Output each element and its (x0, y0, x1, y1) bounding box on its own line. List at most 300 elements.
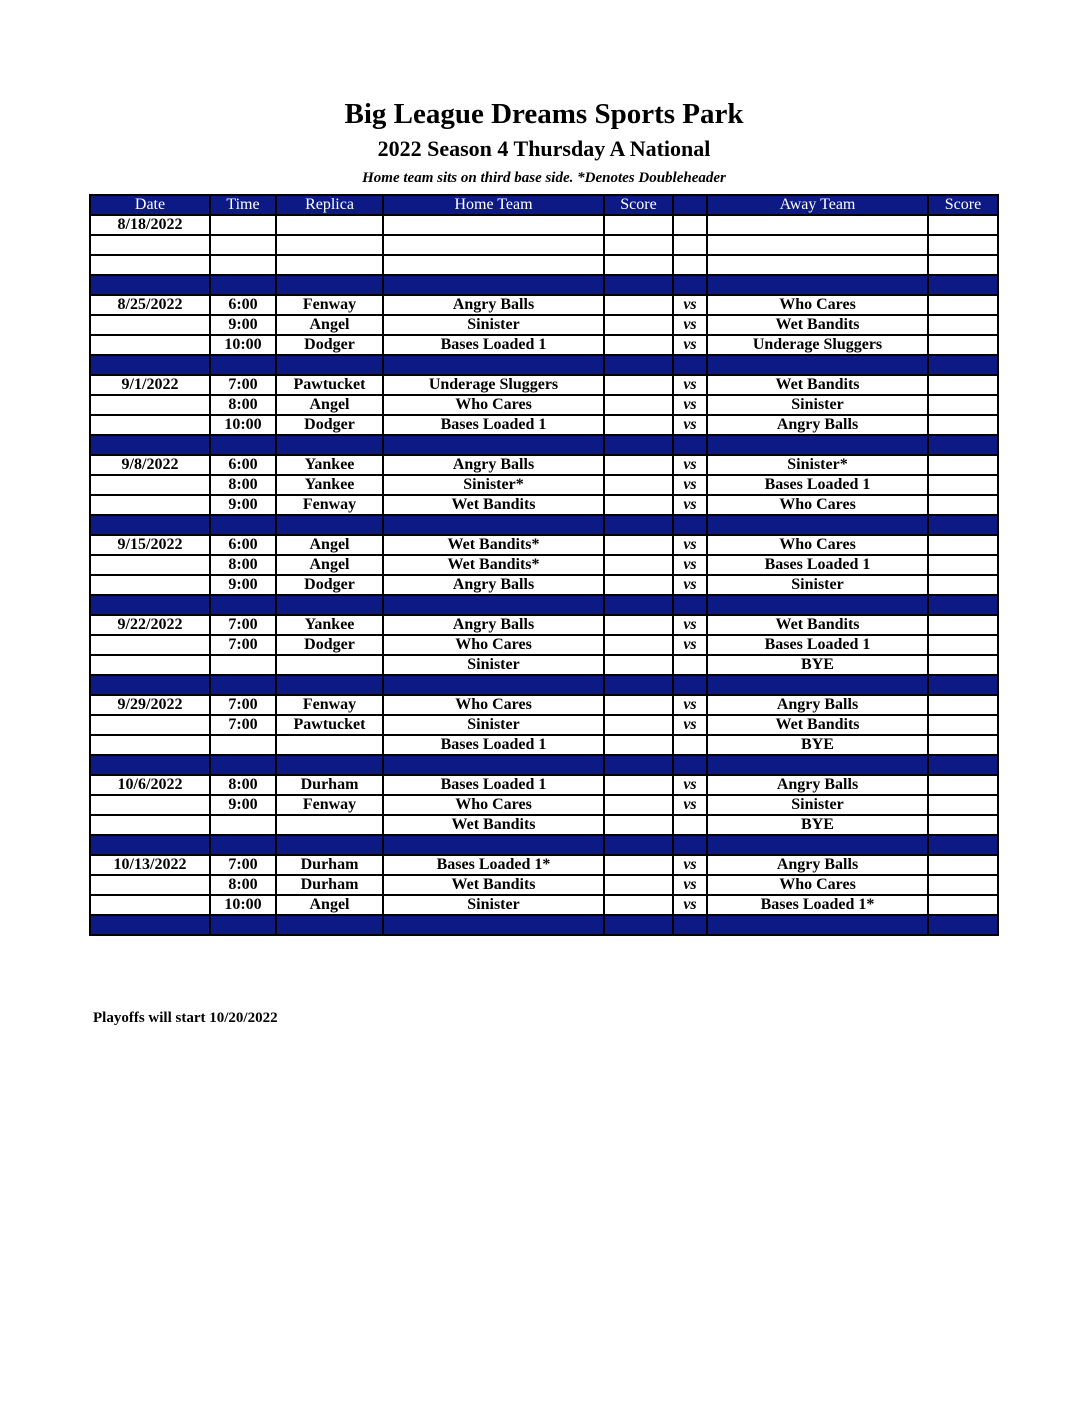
cell-date: 10/6/2022 (90, 775, 210, 795)
separator-cell (210, 675, 276, 695)
separator-cell (673, 435, 707, 455)
separator-cell (928, 515, 998, 535)
cell-home-team: Sinister (383, 655, 604, 675)
cell-vs: vs (673, 555, 707, 575)
cell-away-team: Underage Sluggers (707, 335, 928, 355)
cell-away-score (928, 375, 998, 395)
cell-replica: Durham (276, 875, 383, 895)
week-separator-row (90, 275, 998, 295)
week-separator-row (90, 435, 998, 455)
separator-cell (90, 275, 210, 295)
cell-away-team: Bases Loaded 1 (707, 555, 928, 575)
cell-away-score (928, 575, 998, 595)
col-header-time: Time (210, 195, 276, 215)
cell-home-team: Sinister* (383, 475, 604, 495)
cell-away-team: Sinister (707, 575, 928, 595)
cell-away-score (928, 815, 998, 835)
cell-home-score (604, 715, 673, 735)
separator-cell (604, 515, 673, 535)
separator-cell (928, 915, 998, 935)
cell-vs (673, 815, 707, 835)
cell-home-team: Who Cares (383, 695, 604, 715)
cell-vs: vs (673, 335, 707, 355)
table-row (90, 315, 998, 335)
separator-cell (673, 515, 707, 535)
cell-away-team: Wet Bandits (707, 715, 928, 735)
cell-away-team: Angry Balls (707, 775, 928, 795)
cell-home-team: Angry Balls (383, 615, 604, 635)
cell-away-team: Angry Balls (707, 415, 928, 435)
cell-time (210, 815, 276, 835)
cell-away-score (928, 215, 998, 235)
week-separator-row (90, 675, 998, 695)
table-row (90, 815, 998, 835)
cell-away-score (928, 795, 998, 815)
cell-home-team: Angry Balls (383, 575, 604, 595)
cell-time: 9:00 (210, 495, 276, 515)
cell-home-score (604, 655, 673, 675)
cell-away-score (928, 875, 998, 895)
cell-home-score (604, 615, 673, 635)
cell-replica: Angel (276, 895, 383, 915)
separator-cell (928, 355, 998, 375)
cell-home-team: Bases Loaded 1 (383, 335, 604, 355)
cell-date: 9/15/2022 (90, 535, 210, 555)
cell-away-team: Wet Bandits (707, 375, 928, 395)
table-row (90, 335, 998, 355)
col-header-date: Date (90, 195, 210, 215)
table-row (90, 655, 998, 675)
col-header-away-team: Away Team (707, 195, 928, 215)
table-row (90, 535, 998, 555)
table-row (90, 215, 998, 235)
separator-cell (210, 515, 276, 535)
separator-cell (383, 835, 604, 855)
cell-time: 8:00 (210, 875, 276, 895)
cell-date (90, 395, 210, 415)
table-row (90, 715, 998, 735)
table-row (90, 475, 998, 495)
table-header-row (90, 195, 998, 215)
separator-cell (383, 675, 604, 695)
separator-cell (673, 675, 707, 695)
cell-replica: Fenway (276, 495, 383, 515)
cell-away-team: Bases Loaded 1 (707, 475, 928, 495)
separator-cell (90, 835, 210, 855)
cell-home-team: Bases Loaded 1* (383, 855, 604, 875)
col-header-home-score: Score (604, 195, 673, 215)
cell-replica: Yankee (276, 455, 383, 475)
cell-vs: vs (673, 715, 707, 735)
week-separator-row (90, 915, 998, 935)
cell-replica: Fenway (276, 295, 383, 315)
cell-replica: Pawtucket (276, 715, 383, 735)
cell-vs: vs (673, 475, 707, 495)
week-separator-row (90, 755, 998, 775)
cell-vs: vs (673, 855, 707, 875)
cell-away-team (707, 255, 928, 275)
cell-away-team: Angry Balls (707, 855, 928, 875)
cell-time: 7:00 (210, 855, 276, 875)
table-row (90, 575, 998, 595)
separator-cell (928, 435, 998, 455)
cell-replica: Angel (276, 535, 383, 555)
separator-cell (673, 835, 707, 855)
cell-home-team: Wet Bandits (383, 875, 604, 895)
cell-time: 8:00 (210, 555, 276, 575)
cell-date (90, 415, 210, 435)
cell-home-score (604, 295, 673, 315)
cell-date (90, 795, 210, 815)
cell-home-team: Wet Bandits* (383, 555, 604, 575)
cell-away-score (928, 395, 998, 415)
table-row (90, 555, 998, 575)
cell-away-team: Who Cares (707, 495, 928, 515)
cell-home-team: Wet Bandits (383, 815, 604, 835)
separator-cell (276, 755, 383, 775)
cell-time: 10:00 (210, 415, 276, 435)
cell-home-score (604, 335, 673, 355)
separator-cell (383, 595, 604, 615)
cell-vs: vs (673, 295, 707, 315)
cell-time: 7:00 (210, 695, 276, 715)
separator-cell (604, 595, 673, 615)
week-separator-row (90, 355, 998, 375)
table-row (90, 695, 998, 715)
cell-away-score (928, 635, 998, 655)
cell-date (90, 635, 210, 655)
separator-cell (604, 835, 673, 855)
separator-cell (673, 595, 707, 615)
table-row (90, 895, 998, 915)
cell-home-score (604, 775, 673, 795)
cell-date (90, 235, 210, 255)
cell-time: 6:00 (210, 535, 276, 555)
separator-cell (707, 515, 928, 535)
separator-cell (604, 275, 673, 295)
cell-vs: vs (673, 375, 707, 395)
separator-cell (707, 595, 928, 615)
schedule-table (89, 194, 999, 936)
cell-replica: Dodger (276, 635, 383, 655)
separator-cell (210, 595, 276, 615)
cell-home-team: Angry Balls (383, 455, 604, 475)
cell-away-score (928, 535, 998, 555)
cell-home-score (604, 575, 673, 595)
cell-away-score (928, 415, 998, 435)
cell-home-score (604, 495, 673, 515)
separator-cell (276, 275, 383, 295)
separator-cell (276, 595, 383, 615)
cell-time (210, 235, 276, 255)
cell-home-team: Who Cares (383, 635, 604, 655)
cell-away-score (928, 715, 998, 735)
separator-cell (928, 595, 998, 615)
separator-cell (90, 515, 210, 535)
separator-cell (673, 275, 707, 295)
cell-date: 9/29/2022 (90, 695, 210, 715)
cell-replica: Angel (276, 395, 383, 415)
separator-cell (90, 675, 210, 695)
cell-replica: Dodger (276, 415, 383, 435)
cell-away-score (928, 895, 998, 915)
cell-time: 7:00 (210, 635, 276, 655)
separator-cell (383, 355, 604, 375)
table-row (90, 415, 998, 435)
cell-home-team: Wet Bandits* (383, 535, 604, 555)
week-separator-row (90, 595, 998, 615)
cell-away-team: BYE (707, 655, 928, 675)
cell-home-score (604, 375, 673, 395)
cell-time: 6:00 (210, 455, 276, 475)
table-row (90, 495, 998, 515)
cell-away-score (928, 695, 998, 715)
cell-vs (673, 655, 707, 675)
separator-cell (383, 435, 604, 455)
cell-replica: Pawtucket (276, 375, 383, 395)
cell-away-team: Who Cares (707, 875, 928, 895)
cell-away-team: Sinister (707, 795, 928, 815)
cell-vs (673, 255, 707, 275)
separator-cell (707, 915, 928, 935)
table-row (90, 735, 998, 755)
separator-cell (604, 915, 673, 935)
cell-replica (276, 215, 383, 235)
cell-time (210, 215, 276, 235)
cell-time: 7:00 (210, 375, 276, 395)
col-header-vs (673, 195, 707, 215)
cell-away-score (928, 315, 998, 335)
col-header-home-team: Home Team (383, 195, 604, 215)
week-separator-row (90, 835, 998, 855)
cell-away-team: Who Cares (707, 535, 928, 555)
cell-away-team: Sinister* (707, 455, 928, 475)
cell-away-team: BYE (707, 815, 928, 835)
cell-time: 8:00 (210, 395, 276, 415)
cell-vs (673, 215, 707, 235)
cell-away-team (707, 235, 928, 255)
cell-away-score (928, 855, 998, 875)
cell-vs: vs (673, 575, 707, 595)
week-separator-row (90, 515, 998, 535)
cell-vs (673, 735, 707, 755)
cell-home-score (604, 855, 673, 875)
cell-time: 8:00 (210, 775, 276, 795)
cell-vs: vs (673, 635, 707, 655)
cell-time: 9:00 (210, 315, 276, 335)
cell-home-team (383, 215, 604, 235)
cell-date: 9/8/2022 (90, 455, 210, 475)
cell-home-team: Who Cares (383, 395, 604, 415)
cell-away-team: Bases Loaded 1* (707, 895, 928, 915)
cell-home-score (604, 815, 673, 835)
cell-away-score (928, 495, 998, 515)
cell-home-team (383, 255, 604, 275)
cell-home-score (604, 315, 673, 335)
cell-date (90, 315, 210, 335)
cell-time: 9:00 (210, 795, 276, 815)
separator-cell (90, 755, 210, 775)
cell-away-team: Who Cares (707, 295, 928, 315)
cell-vs: vs (673, 315, 707, 335)
table-row (90, 775, 998, 795)
cell-vs: vs (673, 395, 707, 415)
separator-cell (210, 755, 276, 775)
cell-replica (276, 655, 383, 675)
cell-replica: Fenway (276, 795, 383, 815)
cell-time (210, 255, 276, 275)
cell-away-team: Angry Balls (707, 695, 928, 715)
separator-cell (928, 675, 998, 695)
separator-cell (383, 275, 604, 295)
doubleheader-note: Home team sits on third base side. *Denotes Doubleheader (362, 170, 726, 186)
cell-vs: vs (673, 455, 707, 475)
table-row (90, 635, 998, 655)
table-row (90, 395, 998, 415)
cell-vs: vs (673, 535, 707, 555)
cell-date (90, 875, 210, 895)
cell-away-score (928, 455, 998, 475)
cell-home-score (604, 555, 673, 575)
separator-cell (673, 355, 707, 375)
cell-time: 7:00 (210, 615, 276, 635)
separator-cell (604, 755, 673, 775)
cell-date (90, 715, 210, 735)
separator-cell (928, 275, 998, 295)
separator-cell (673, 755, 707, 775)
separator-cell (276, 915, 383, 935)
cell-date: 8/18/2022 (90, 215, 210, 235)
cell-date (90, 495, 210, 515)
cell-away-team: Wet Bandits (707, 315, 928, 335)
cell-away-score (928, 295, 998, 315)
cell-home-team (383, 235, 604, 255)
separator-cell (276, 435, 383, 455)
table-row (90, 295, 998, 315)
separator-cell (673, 915, 707, 935)
separator-cell (90, 355, 210, 375)
cell-replica: Angel (276, 315, 383, 335)
cell-replica: Durham (276, 775, 383, 795)
cell-home-score (604, 215, 673, 235)
separator-cell (707, 355, 928, 375)
cell-home-team: Underage Sluggers (383, 375, 604, 395)
table-row (90, 255, 998, 275)
cell-replica: Dodger (276, 335, 383, 355)
separator-cell (210, 275, 276, 295)
separator-cell (90, 595, 210, 615)
cell-away-score (928, 255, 998, 275)
cell-away-team: BYE (707, 735, 928, 755)
cell-time (210, 735, 276, 755)
cell-date (90, 655, 210, 675)
cell-away-score (928, 615, 998, 635)
cell-home-score (604, 475, 673, 495)
separator-cell (707, 275, 928, 295)
page-subtitle: 2022 Season 4 Thursday A National (377, 136, 711, 161)
table-row (90, 875, 998, 895)
cell-home-score (604, 875, 673, 895)
separator-cell (383, 515, 604, 535)
cell-date: 10/13/2022 (90, 855, 210, 875)
table-row (90, 375, 998, 395)
cell-home-team: Angry Balls (383, 295, 604, 315)
separator-cell (383, 915, 604, 935)
separator-cell (210, 355, 276, 375)
cell-date: 9/22/2022 (90, 615, 210, 635)
schedule-body (90, 215, 998, 935)
cell-home-score (604, 235, 673, 255)
separator-cell (276, 515, 383, 535)
cell-time (210, 655, 276, 675)
cell-replica: Fenway (276, 695, 383, 715)
separator-cell (210, 915, 276, 935)
cell-away-score (928, 475, 998, 495)
cell-away-team: Sinister (707, 395, 928, 415)
cell-date (90, 555, 210, 575)
cell-time: 10:00 (210, 335, 276, 355)
cell-replica (276, 255, 383, 275)
separator-cell (707, 675, 928, 695)
cell-time: 10:00 (210, 895, 276, 915)
cell-date (90, 475, 210, 495)
cell-home-team: Sinister (383, 895, 604, 915)
cell-vs: vs (673, 495, 707, 515)
cell-home-team: Wet Bandits (383, 495, 604, 515)
cell-home-score (604, 735, 673, 755)
table-row (90, 855, 998, 875)
cell-home-score (604, 895, 673, 915)
separator-cell (928, 755, 998, 775)
cell-vs: vs (673, 875, 707, 895)
cell-home-score (604, 635, 673, 655)
table-row (90, 455, 998, 475)
cell-home-team: Bases Loaded 1 (383, 735, 604, 755)
cell-away-score (928, 775, 998, 795)
cell-replica: Dodger (276, 575, 383, 595)
cell-time: 9:00 (210, 575, 276, 595)
separator-cell (604, 675, 673, 695)
col-header-replica: Replica (276, 195, 383, 215)
separator-cell (604, 355, 673, 375)
separator-cell (707, 435, 928, 455)
cell-home-team: Sinister (383, 315, 604, 335)
separator-cell (276, 835, 383, 855)
cell-vs: vs (673, 795, 707, 815)
cell-away-team: Bases Loaded 1 (707, 635, 928, 655)
separator-cell (276, 355, 383, 375)
separator-cell (707, 835, 928, 855)
cell-vs: vs (673, 695, 707, 715)
cell-away-team: Wet Bandits (707, 615, 928, 635)
cell-replica: Angel (276, 555, 383, 575)
cell-home-score (604, 415, 673, 435)
table-row (90, 615, 998, 635)
cell-vs (673, 235, 707, 255)
separator-cell (90, 915, 210, 935)
cell-vs: vs (673, 895, 707, 915)
cell-away-score (928, 655, 998, 675)
col-header-away-score: Score (928, 195, 998, 215)
separator-cell (276, 675, 383, 695)
cell-replica: Durham (276, 855, 383, 875)
cell-away-score (928, 235, 998, 255)
cell-home-team: Bases Loaded 1 (383, 415, 604, 435)
cell-date: 9/1/2022 (90, 375, 210, 395)
playoffs-note: Playoffs will start 10/20/2022 (93, 1010, 278, 1026)
page-title: Big League Dreams Sports Park (344, 98, 744, 130)
cell-vs: vs (673, 415, 707, 435)
